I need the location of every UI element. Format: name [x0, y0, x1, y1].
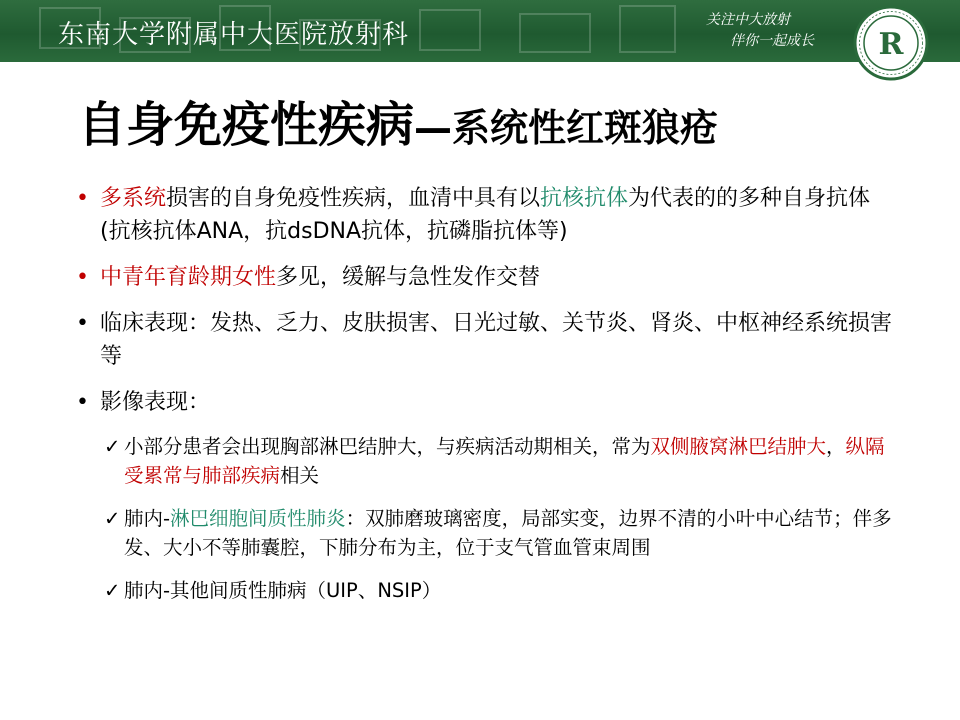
bullet-text: 损害的自身免疫性疾病，血清中具有以: [166, 186, 541, 211]
sub-bullet-highlight: 双侧腋窝淋巴结肿大: [650, 435, 827, 458]
slogan-line-2: 伴你一起成长: [730, 33, 814, 49]
slogan: [706, 10, 826, 52]
sub-bullet-text: ，: [826, 435, 846, 458]
bullet-item: [76, 182, 896, 248]
bullet-dot: •: [76, 265, 89, 290]
sub-bullet-text: 相关: [280, 464, 320, 487]
slogan-line-1: 关注中大放射: [706, 12, 790, 28]
bullet-text: 多见，缓解与急性发作交替: [276, 265, 541, 290]
sub-bullet-highlight: 纵隔受累常与肺部疾病: [124, 435, 885, 487]
institution-name: 东南大学附属中大医院放射科: [58, 20, 410, 50]
title-sub: —系统性红斑狼疮: [414, 106, 719, 150]
hospital-logo: [852, 4, 930, 82]
slide-title: [78, 86, 718, 155]
sub-bullet-item: [76, 432, 896, 490]
sub-bullet-item: [76, 504, 896, 562]
content-body: [76, 182, 896, 619]
checkmark-icon: ✓: [104, 507, 121, 530]
sub-bullet-text: ：双肺磨玻璃密度，局部实变，边界不清的小叶中心结节；伴多发、大小不等肺囊腔，下肺分布为主，位于支气管血管束周围: [124, 507, 892, 559]
sub-bullet-text: 肺内-: [124, 507, 171, 530]
sub-bullet-highlight: 淋巴细胞间质性肺炎: [170, 507, 346, 530]
checkmark-icon: ✓: [104, 435, 121, 458]
logo-letter: R: [878, 27, 904, 62]
bullet-text: 为代表的的多种自身抗体(抗核抗体ANA，抗dsDNA抗体，抗磷脂抗体等): [100, 186, 871, 244]
bullet-text: 临床表现：发热、乏力、皮肤损害、日光过敏、关节炎、肾炎、中枢神经系统损害等: [100, 311, 893, 369]
bullet-highlight: 中青年育龄期女性: [100, 265, 277, 290]
bullet-text: 影像表现：: [100, 390, 211, 415]
bullet-item: [76, 307, 896, 373]
header-banner: [0, 0, 960, 62]
bullet-highlight: 抗核抗体: [540, 186, 629, 211]
bullet-dot: •: [76, 186, 89, 211]
sub-bullet-item: [76, 576, 896, 605]
bullet-highlight: 多系统: [100, 186, 167, 211]
bullet-item: [76, 261, 896, 294]
sub-bullet-text: 小部分患者会出现胸部淋巴结肿大，与疾病活动期相关，常为: [124, 435, 651, 458]
sub-bullet-text: 肺内-其他间质性肺病（UIP、NSIP）: [124, 579, 442, 602]
bullet-dot: •: [76, 311, 89, 336]
title-main: 自身免疫性疾病: [78, 97, 415, 153]
checkmark-icon: ✓: [104, 579, 121, 602]
bullet-item: [76, 386, 896, 419]
bullet-dot: •: [76, 390, 89, 415]
